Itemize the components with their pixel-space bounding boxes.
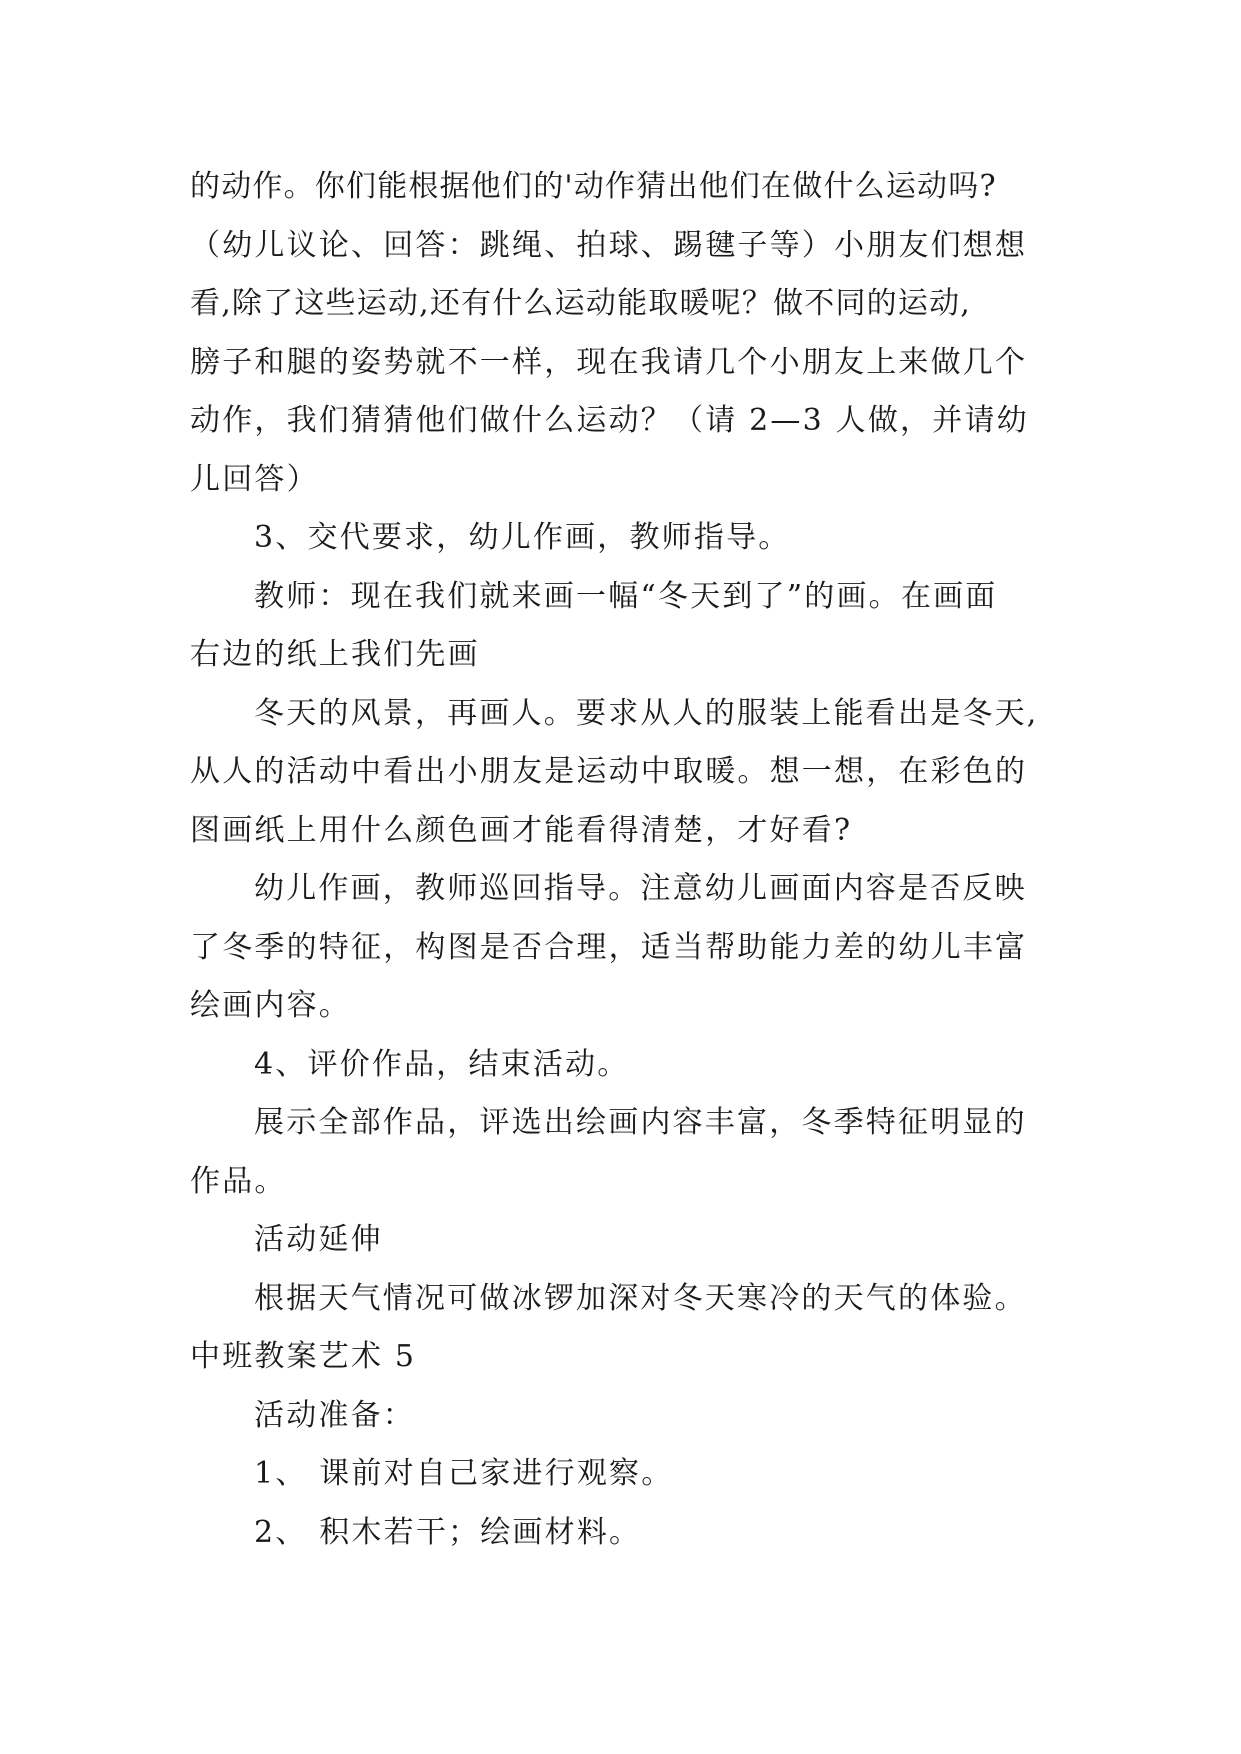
text-line: 看,除了这些运动,还有什么运动能取暖呢？做不同的运动, (190, 286, 972, 321)
text-line: 教师：现在我们就来画一幅“冬天到了”的画。在画面 (254, 578, 998, 614)
section-heading: 活动准备： (254, 1397, 415, 1433)
text-line: 幼儿作画，教师巡回指导。注意幼儿画面内容是否反映 (254, 871, 1027, 906)
text-line: 从人的活动中看出小朋友是运动中取暖。想一想，在彩色的 (190, 754, 1028, 789)
text-line: 儿回答） (190, 461, 319, 497)
text-line: 右边的纸上我们先画 (190, 637, 480, 672)
section-heading: 活动延伸 (254, 1222, 383, 1257)
document-body (190, 158, 1050, 1562)
list-item: 2、 积木若干；绘画材料。 (254, 1514, 642, 1550)
text-line: 的动作。你们能根据他们的'动作猜出他们在做什么运动吗? (190, 169, 997, 204)
text-line: 根据天气情况可做冰锣加深对冬天寒冷的天气的体验。 (254, 1280, 1027, 1316)
list-item: 1、 课前对自己家进行观察。 (254, 1456, 674, 1491)
text-line: 了冬季的特征，构图是否合理，适当帮助能力差的幼儿丰富 (190, 929, 1028, 965)
text-line: 冬天的风景，再画人。要求从人的服装上能看出是冬天, (254, 695, 1039, 731)
text-line: 绘画内容。 (190, 988, 351, 1023)
text-line: （幼儿议论、回答：跳绳、拍球、踢毽子等）小朋友们想想 (190, 227, 1028, 263)
lesson-title: 中班教案艺术 5 (190, 1339, 417, 1374)
text-line: 展示全部作品，评选出绘画内容丰富，冬季特征明显的 (254, 1105, 1027, 1140)
text-line: 膀子和腿的姿势就不一样，现在我请几个小朋友上来做几个 (190, 344, 1028, 380)
step-heading: 3、交代要求，幼儿作画，教师指导。 (254, 520, 791, 555)
step-heading: 4、评价作品，结束活动。 (254, 1046, 630, 1082)
text-line: 图画纸上用什么颜色画才能看得清楚，才好看? (190, 812, 853, 848)
text-line: 动作，我们猜猜他们做什么运动？（请 2—3 人做，并请幼 (190, 403, 1029, 438)
text-line: 作品。 (190, 1163, 287, 1199)
